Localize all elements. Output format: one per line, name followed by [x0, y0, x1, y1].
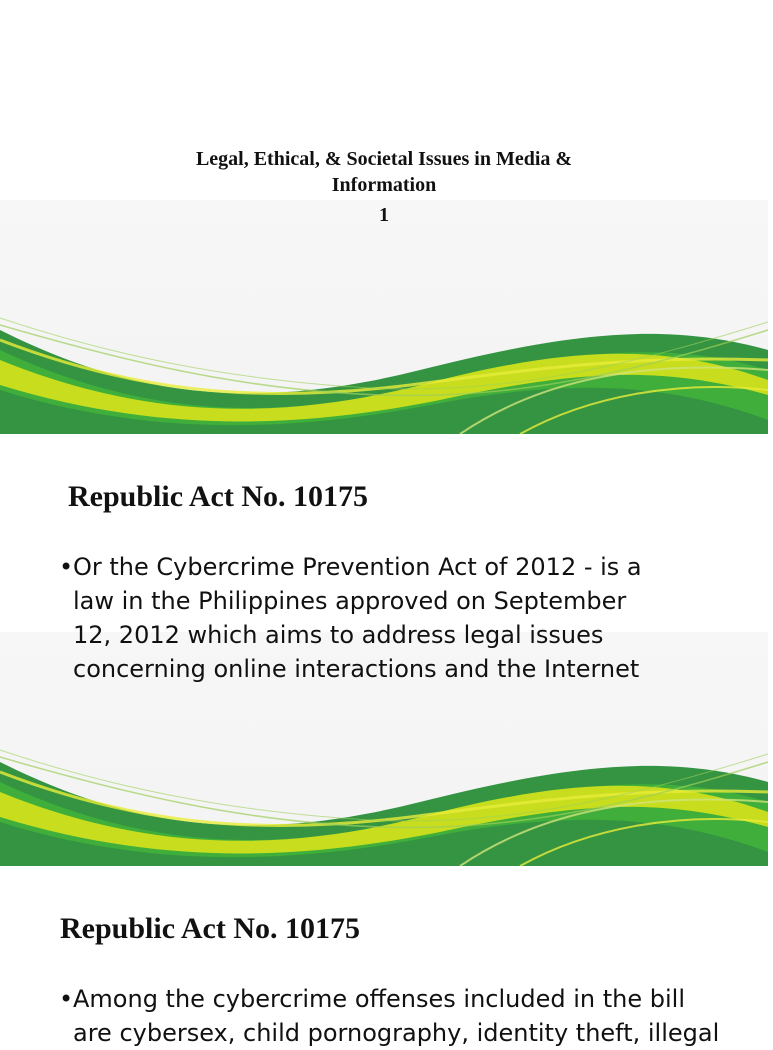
green-wave-decoration [0, 300, 768, 434]
slide-2 [0, 434, 768, 866]
bullet-line-2: law in the Philippines approved on September [73, 587, 627, 615]
slide-number: 1 [379, 204, 389, 226]
slide-heading: Republic Act No. 10175 [68, 480, 368, 513]
slide-1 [0, 0, 768, 434]
bullet-line-4: concerning online interactions and the Internet [73, 655, 640, 683]
slide-heading: Republic Act No. 10175 [60, 912, 360, 945]
slide-3 [0, 866, 768, 1047]
bullet-text [59, 982, 773, 1050]
bullet-dot: • [59, 553, 74, 581]
bullet-line-3: 12, 2012 which aims to address legal issues [73, 621, 604, 649]
slide-title-line-1: Legal, Ethical, & Societal Issues in Media & [195, 148, 573, 170]
bullet-dot: • [59, 985, 74, 1013]
slide-title-line-2: Information [331, 174, 437, 196]
bullet-text [59, 550, 753, 686]
bullet-line-2: are cybersex, child pornography, identity theft, illegal [73, 1019, 720, 1047]
green-wave-decoration [0, 732, 768, 866]
bullet-line-1: Among the cybercrime offenses included in the bill [73, 985, 685, 1013]
bullet-line-1: Or the Cybercrime Prevention Act of 2012 - is a [73, 553, 642, 581]
